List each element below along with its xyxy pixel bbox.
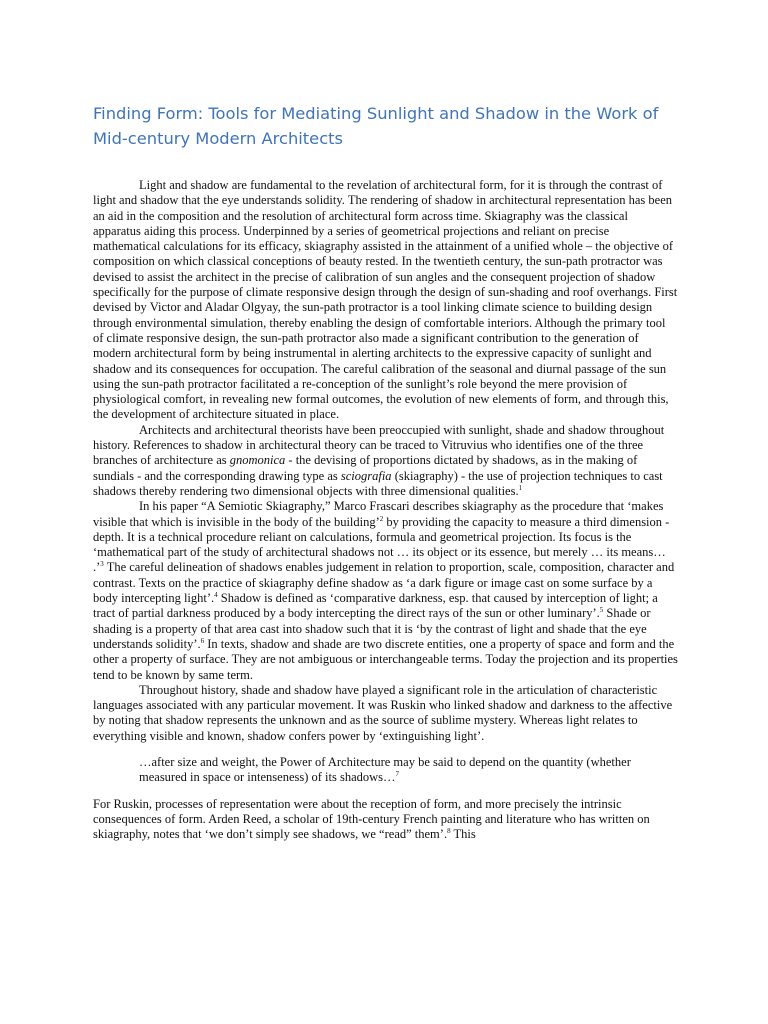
paragraph-3-text-b: by providing the capacity to measure a third dimension - depth. It is a technical procedure reliant on calculations, formula and geometrical projection. Its focus is the ‘mathematical part of the study of architectural shadows not … its object or its essence, but merely … its means… .’ — [93, 514, 670, 575]
footnote-ref-2[interactable]: 2 — [379, 514, 384, 523]
paragraph-2-text-c: (skiagraphy) - the use of projection techniques to cast shadows thereby rendering two dimensional objects with three dimensional qualities. — [93, 468, 663, 498]
footnote-ref-6[interactable]: 6 — [200, 636, 205, 645]
footnote-ref-8[interactable]: 8 — [447, 827, 451, 836]
paragraph-5 — [93, 797, 678, 843]
paragraph-4: Throughout history, shade and shadow have played a significant role in the articulation of characteristic languages associated with any particular movement. It was Ruskin who linked shadow and darkness to the affective by noting that shadow represents the unknown and as the source of sublime mystery. Whereas light relates to everything visible and known, shadow confers power by ‘extinguishing light’. — [93, 682, 673, 743]
paragraph-2 — [93, 423, 678, 499]
footnote-ref-1[interactable]: 1 — [518, 483, 523, 492]
paragraph-1: Light and shadow are fundamental to the revelation of architectural form, for it is through the contrast of light and shadow that the eye understands solidity. The rendering of shadow in architectural representation has been an aid in the composition and the resolution of architectural form across time. Skiagraphy was the classical apparatus aiding this process. Underpinned by a series of geometrical projections and reliant on precise mathematical calculations for its efficacy, skiagraphy assisted in the attainment of a unified whole – the objective of composition on which classical conceptions of beauty rested. In the twentieth century, the sun-path protractor was devised to assist the architect in the precise of calibration of sun angles and the consequent projection of shadow specifically for the purpose of climate responsive design through the design of sun-shading and roof overhangs. First devised by Victor and Aladar Olgyay, the sun-path protractor is a tool linking climate science to building design through environmental simulation, thereby enabling the design of comfortable interiors. Although the primary tool of climate responsive design, the sun-path protractor also made a significant contribution to the generation of modern architectural form by being instrumental in alerting architects to the expressive capacity of sunlight and shadow and its consequences for occupation. The careful calibration of the seasonal and diurnal passage of the sun using the sun-path protractor facilitated a re-conception of the sunlight’s role beyond the mere provision of physiological comfort, in revealing new formal outcomes, the evolution of new elements of form, and through this, the development of architecture situated in place. — [93, 178, 678, 422]
footnote-ref-5[interactable]: 5 — [599, 606, 604, 615]
paragraph-3-text-d: Shadow is defined as ‘comparative darkness, esp. that caused by interception of light; a tract of partial darkness produced by a body intercepting the direct rays of the sun or other luminary’. — [93, 591, 658, 621]
term-gnomonica: gnomonica — [229, 453, 286, 468]
paper-body — [93, 178, 678, 842]
footnote-ref-3[interactable]: 3 — [100, 560, 104, 569]
footnote-ref-7[interactable]: 7 — [395, 770, 400, 779]
paragraph-3-text-f: In texts, shadow and shade are two discrete entities, one a property of space and form and the other a property of surface. They are not ambiguous or interchangeable terms. Today the projection and its properties tend to be known by same term. — [93, 636, 678, 682]
paragraph-5-text-b: This — [450, 827, 476, 842]
term-sciografia: sciografia — [340, 468, 392, 483]
paragraph-3-text-e: Shade or shading is a property of that area cast into shadow such that it is ‘by the contrast of light and shade that the eye understands solidity’. — [93, 606, 651, 651]
footnote-ref-4[interactable]: 4 — [214, 590, 218, 599]
paragraph-2-text-b: - the devising of proportions dictated by shadows, as in the making of sundials - and the corresponding drawing type as — [93, 453, 638, 483]
paragraph-3-text-c: The careful delineation of shadows enables judgement in relation to proportion, scale, composition, character and contrast. Texts on the practice of skiagraphy define shadow as ‘a dark figure or image cast on some surface by a body intercepting light’. — [93, 560, 675, 606]
paragraph-3 — [93, 499, 678, 683]
block-quote — [139, 755, 678, 786]
paragraph-5-text-a: For Ruskin, processes of representation were about the reception of form, and more precisely the intrinsic consequences of form. Arden Reed, a scholar of 19th-century French painting and literature who has written on skiagraphy, notes that ‘we don’t simply see shadows, we “read” them’. — [93, 796, 650, 842]
block-quote-text: …after size and weight, the Power of Architecture may be said to depend on the quantity (whether measured in space or intenseness) of its shadows… — [139, 754, 631, 785]
paragraph-2-text-a: Architects and architectural theorists have been preoccupied with sunlight, shade and shadow throughout history. References to shadow in architectural theory can be traced to Vitruvius who identifies one of the three branches of architecture as — [93, 422, 665, 468]
paper-title: Finding Form: Tools for Mediating Sunlight and Shadow in the Work of Mid-century Modern Architects — [93, 104, 659, 148]
paragraph-3-text-a: In his paper “A Semiotic Skiagraphy,” Marco Frascari describes skiagraphy as the procedure that ‘makes visible that which is invisible in the body of the building’ — [93, 499, 664, 529]
